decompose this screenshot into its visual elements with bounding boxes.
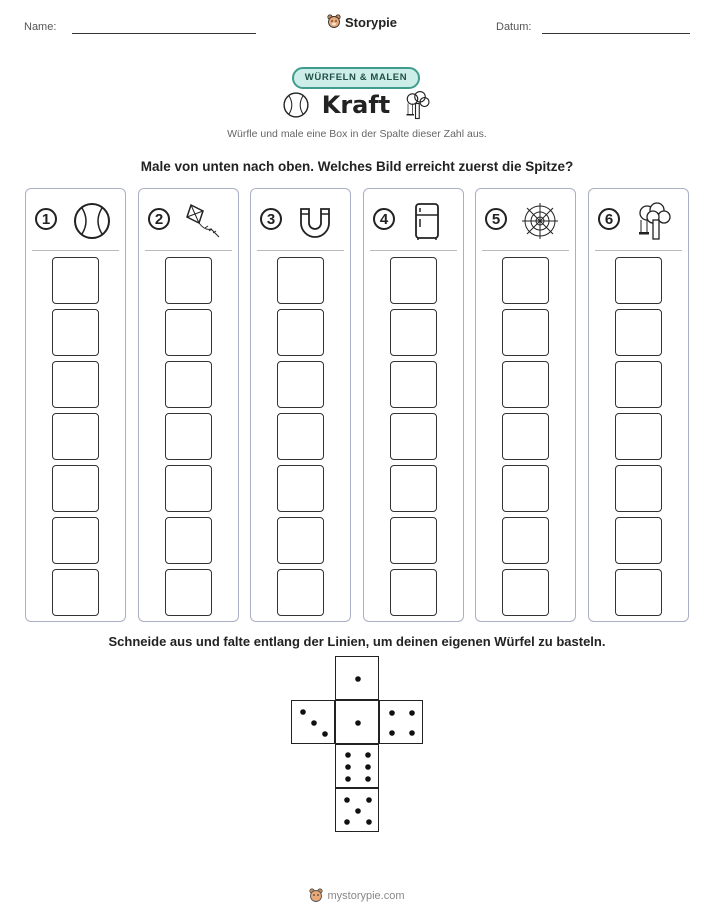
- color-box[interactable]: [52, 413, 99, 460]
- color-box[interactable]: [277, 465, 324, 512]
- color-box[interactable]: [165, 361, 212, 408]
- color-box[interactable]: [502, 465, 549, 512]
- dice-face-1: [335, 700, 379, 744]
- color-box[interactable]: [52, 517, 99, 564]
- tree-swing-icon: [631, 201, 675, 241]
- color-box[interactable]: [502, 517, 549, 564]
- column-6: [588, 188, 689, 622]
- color-box[interactable]: [502, 413, 549, 460]
- color-box[interactable]: [615, 569, 662, 616]
- color-box[interactable]: [52, 309, 99, 356]
- dice-face-6: [335, 744, 379, 788]
- color-box[interactable]: [277, 361, 324, 408]
- date-line[interactable]: [542, 33, 690, 34]
- color-box[interactable]: [390, 465, 437, 512]
- name-label: Name:: [24, 21, 57, 33]
- color-box[interactable]: [277, 257, 324, 304]
- divider: [32, 250, 119, 251]
- column-3: [250, 188, 351, 622]
- color-box[interactable]: [502, 309, 549, 356]
- column-1: [25, 188, 126, 622]
- baseball-icon: [282, 91, 310, 119]
- brand-logo: [327, 14, 397, 30]
- column-number: 2: [148, 208, 170, 230]
- refrigerator-icon: [406, 201, 450, 241]
- divider: [595, 250, 682, 251]
- color-box[interactable]: [165, 257, 212, 304]
- magnet-icon: [293, 201, 337, 241]
- baseball-icon: [68, 201, 112, 241]
- column-number: 3: [260, 208, 282, 230]
- tree-swing-icon: [402, 90, 432, 120]
- question: Male von unten nach oben. Welches Bild erreicht zuerst die Spitze?: [140, 159, 574, 174]
- color-box[interactable]: [390, 413, 437, 460]
- divider: [145, 250, 232, 251]
- bear-icon: [309, 888, 323, 904]
- color-box[interactable]: [615, 257, 662, 304]
- divider: [257, 250, 344, 251]
- color-box[interactable]: [277, 413, 324, 460]
- footer: [0, 888, 714, 904]
- page-title: [0, 90, 714, 125]
- color-box[interactable]: [165, 309, 212, 356]
- column-number: 4: [373, 208, 395, 230]
- dice-face-4: [379, 700, 423, 744]
- color-box[interactable]: [165, 569, 212, 616]
- column-4: [363, 188, 464, 622]
- color-box[interactable]: [615, 413, 662, 460]
- color-box[interactable]: [277, 517, 324, 564]
- column-5: [475, 188, 576, 622]
- dice-face-3: [291, 700, 335, 744]
- brand-name: Storypie: [345, 14, 398, 30]
- color-box[interactable]: [615, 309, 662, 356]
- divider: [370, 250, 457, 251]
- kite-icon: [181, 201, 225, 241]
- color-box[interactable]: [390, 309, 437, 356]
- color-box[interactable]: [165, 413, 212, 460]
- color-box[interactable]: [615, 361, 662, 408]
- color-box[interactable]: [390, 257, 437, 304]
- cut-instruction: Schneide aus und falte entlang der Linien, um deinen eigenen Würfel zu basteln.: [108, 634, 606, 649]
- divider: [482, 250, 569, 251]
- name-line[interactable]: [72, 33, 256, 34]
- color-box[interactable]: [52, 465, 99, 512]
- bear-icon: [327, 14, 341, 30]
- category-badge: WÜRFELN & MALEN: [292, 67, 420, 89]
- color-box[interactable]: [390, 569, 437, 616]
- color-box[interactable]: [165, 465, 212, 512]
- color-box[interactable]: [165, 517, 212, 564]
- color-box[interactable]: [390, 517, 437, 564]
- color-box[interactable]: [615, 465, 662, 512]
- color-box[interactable]: [390, 361, 437, 408]
- spiderweb-icon: [518, 201, 562, 241]
- color-box[interactable]: [52, 361, 99, 408]
- color-box[interactable]: [277, 569, 324, 616]
- color-box[interactable]: [615, 517, 662, 564]
- column-number: 1: [35, 208, 57, 230]
- dice-face-5: [335, 788, 379, 832]
- color-box[interactable]: [502, 361, 549, 408]
- dice-face-1: [335, 656, 379, 700]
- date-label: Datum:: [496, 21, 532, 33]
- column-number: 6: [598, 208, 620, 230]
- color-box[interactable]: [52, 257, 99, 304]
- color-box[interactable]: [502, 569, 549, 616]
- color-box[interactable]: [277, 309, 324, 356]
- color-box[interactable]: [502, 257, 549, 304]
- instructions: Würfle und male eine Box in der Spalte dieser Zahl aus.: [227, 128, 487, 140]
- color-box[interactable]: [52, 569, 99, 616]
- column-2: [138, 188, 239, 622]
- title-text: Kraft: [321, 91, 391, 119]
- column-number: 5: [485, 208, 507, 230]
- footer-url[interactable]: mystorypie.com: [327, 890, 405, 902]
